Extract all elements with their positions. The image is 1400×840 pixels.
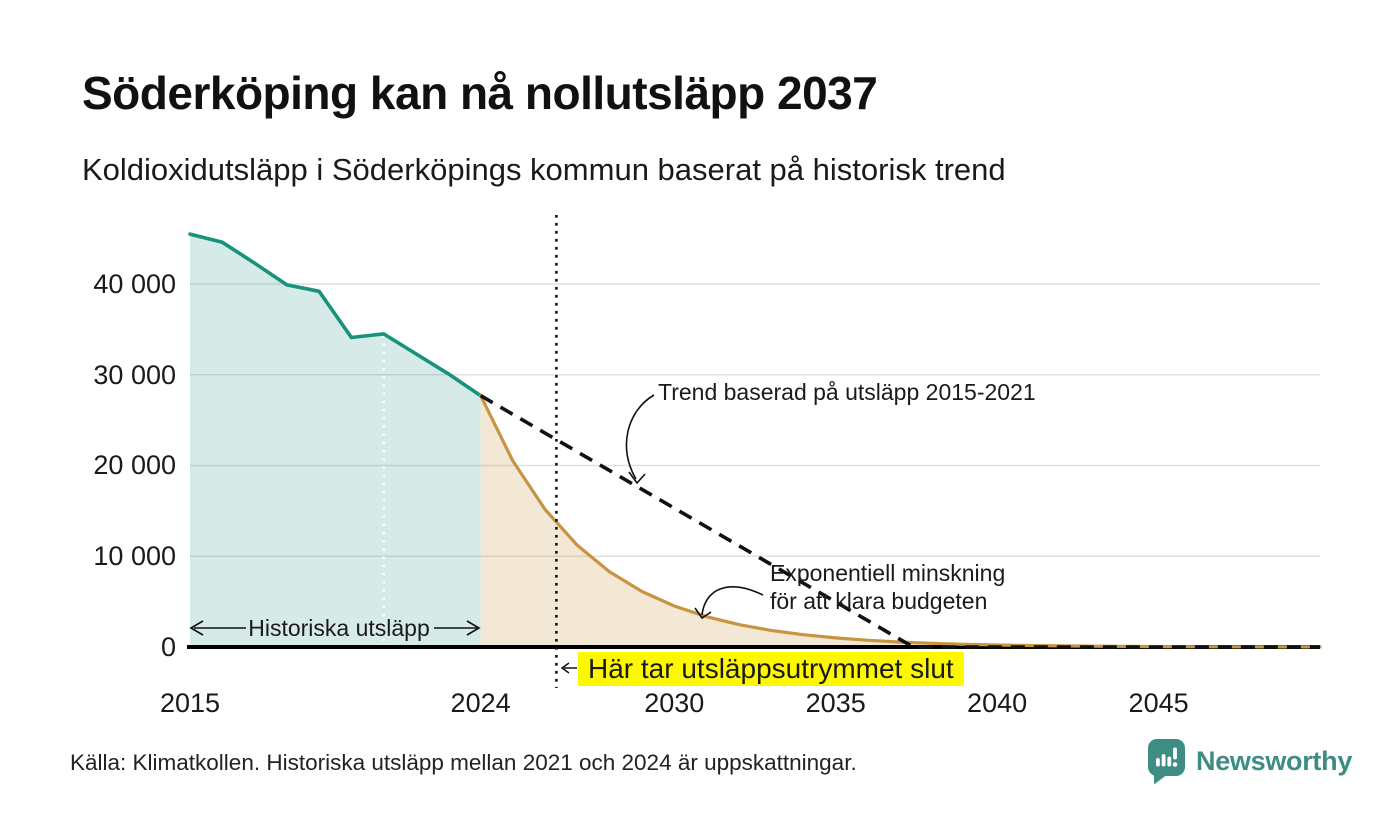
x-tick-2035: 2035 (805, 688, 866, 718)
trend-annotation: Trend baserad på utsläpp 2015-2021 (658, 379, 1036, 405)
x-tick-2040: 2040 (967, 688, 1028, 718)
x-tick-2045: 2045 (1128, 688, 1189, 718)
page-title: Söderköping kan nå nollutsläpp 2037 (82, 67, 878, 119)
x-tick-2030: 2030 (644, 688, 705, 718)
newsworthy-logo (1146, 737, 1352, 786)
y-tick-30000: 30 000 (93, 360, 176, 390)
y-tick-20000: 20 000 (93, 450, 176, 480)
budget-annotation-arrow (702, 587, 763, 615)
historical-range-label: Historiska utsläpp (248, 615, 430, 641)
trend-annotation-arrow (626, 395, 654, 479)
budget-annotation-line1: Exponentiell minskning (770, 560, 1006, 586)
y-tick-40000: 40 000 (93, 269, 176, 299)
y-axis-ticks (93, 269, 176, 662)
newsworthy-icon (1146, 737, 1187, 786)
x-tick-2015: 2015 (159, 688, 221, 718)
page-subtitle: Koldioxidutsläpp i Söderköpings kommun baserat på historisk trend (82, 152, 1006, 187)
y-tick-0: 0 (160, 632, 176, 662)
x-tick-2024: 2024 (450, 688, 511, 718)
budget-end-annotation (562, 652, 964, 686)
y-tick-10000: 10 000 (93, 541, 176, 571)
source-note: Källa: Klimatkollen. Historiska utsläpp mellan 2021 och 2024 är uppskattningar. (70, 750, 857, 775)
x-axis-ticks (160, 688, 1189, 718)
budget-annotation-line2: för att klara budgeten (770, 588, 988, 614)
historical-area (190, 234, 481, 647)
budget-end-label: Här tar utsläppsutrymmet slut (588, 653, 954, 684)
newsworthy-wordmark: Newsworthy (1196, 746, 1353, 776)
